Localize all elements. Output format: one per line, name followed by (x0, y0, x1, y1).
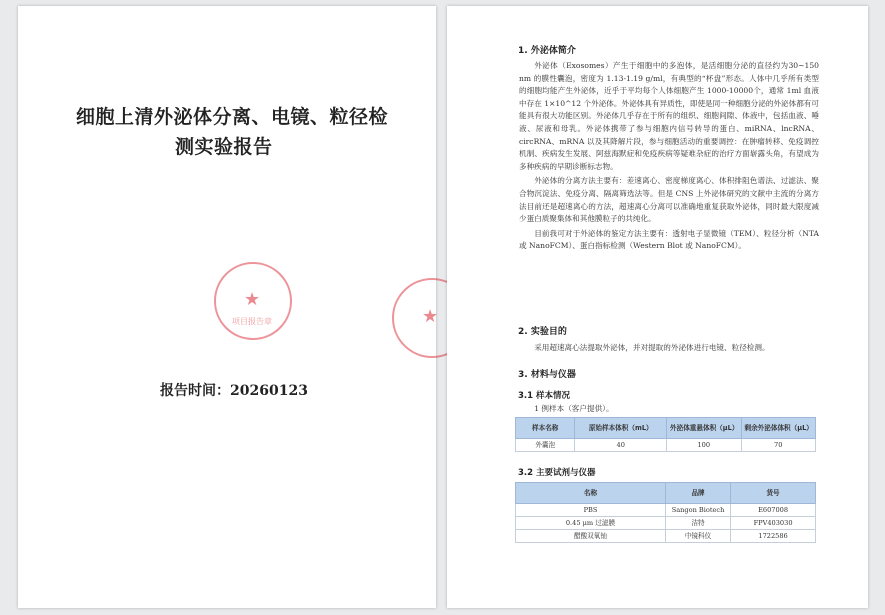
table-cell: Sangon Biotech (665, 504, 730, 517)
section1-paragraph-3: 目前我可对于外泌体的鉴定方法主要有：透射电子显微镜（TEM）、粒径分析（NTA 或 NanoFCM）、蛋白指标检测（Western Blot 或 NanoFCM）。 (519, 228, 819, 251)
section2-body (519, 342, 819, 355)
section2-heading: 2. 实验目的 (518, 327, 567, 337)
star-icon: ★ (422, 306, 439, 327)
table-header-row (516, 483, 816, 504)
table-header-cell: 样本名称 (516, 418, 575, 439)
report-time-value: 20260123 (230, 383, 308, 399)
table-header-cell: 剩余外泌体体积（μL） (741, 418, 816, 439)
report-time-label: 报告时间： (160, 383, 230, 399)
star-icon: ★ (244, 289, 261, 310)
section3-1-heading: 3.1 样本情况 (518, 391, 571, 401)
table-cell: 中镜科仪 (665, 530, 730, 543)
section3-heading: 3. 材料与仪器 (518, 370, 576, 380)
section3-1-body (519, 403, 819, 416)
section3-1-paragraph: 1 例样本（客户提供）。 (534, 404, 614, 413)
report-title-line2: 测实验报告 (175, 136, 273, 158)
table-row (516, 530, 816, 543)
content-page (447, 6, 868, 608)
section2-paragraph: 采用超速离心法提取外泌体，并对提取的外泌体进行电镜、粒径检测。 (534, 343, 770, 352)
table-cell: E607008 (731, 504, 816, 517)
section1-paragraph-2: 外泌体的分离方法主要有：差速离心、密度梯度离心、体积排阻色谱法、过滤法、聚合物沉淀法、免疫分离、隔离筛选法等。但是 CNS 上外泌体研究的文献中主流的分离方法目前还是超速离心的方法，超速离心分离可以准确地重复获取外泌体，同时最大限度减少蛋白质聚集体和其他膜粒子的共纯化。 (519, 176, 819, 224)
table-cell: FPV403030 (731, 517, 816, 530)
table-row (516, 517, 816, 530)
cover-page (18, 6, 439, 608)
table-row (516, 439, 816, 452)
table-cell: 醋酸双氧铀 (516, 530, 666, 543)
section1-heading: 1. 外泌体简介 (518, 46, 576, 56)
table-header-row (516, 418, 816, 439)
seal-text: 项目报告章 (232, 317, 272, 326)
report-title (76, 102, 406, 162)
section3-2-heading: 3.2 主要试剂与仪器 (518, 468, 596, 478)
table-row (516, 504, 816, 517)
reagent-table (515, 482, 816, 543)
table-header-cell: 外泌体重悬体积（μL） (667, 418, 741, 439)
table-header-cell: 原始样本体积（mL） (575, 418, 667, 439)
report-time (160, 380, 308, 400)
table-cell: 洁特 (665, 517, 730, 530)
section1-body (519, 60, 819, 253)
table-header-cell: 货号 (731, 483, 816, 504)
section1-paragraph-1: 外泌体（Exosomes）产生于细胞中的多泡体，是活细胞分泌的直径约为30~150 nm 的膜性囊泡，密度为 1.13-1.19 g/ml，有典型的“杯盘”形态。人体中几乎所有类型的细胞均能产生外泌体，近乎于平均每个人体细胞产生 1000-10000个，通常 1ml 血液中存在 1×10^12 个外泌体。外泌体具有异质性，即使是同一种细胞分泌的外泌体都有可能具有很大功能区别。外泌体几乎存在于所有的组织、细胞间隙、体液中，包括血液、唾液、尿液和母乳。外泌体携带了参与细胞内信号转导的蛋白、miRNA、lncRNA、circRNA、mRNA 以及其降解片段，参与细胞活动的重要调控：在肿瘤转移、免疫调控机制、疾病发生发展、阿兹海默症和免疫疾病等疑难杂症的治疗方面崭露头角，有望成为多种疾病的早期诊断标志物。 (519, 61, 819, 171)
table-header-cell: 品牌 (665, 483, 730, 504)
red-stamp-seal (214, 262, 292, 340)
table-cell: 0.45 μm 过滤膜 (516, 517, 666, 530)
table-cell: 外囊泡 (516, 439, 575, 452)
table-cell: PBS (516, 504, 666, 517)
sample-table (515, 417, 816, 452)
table-header-cell: 名称 (516, 483, 666, 504)
report-title-line1: 细胞上清外泌体分离、电镜、粒径检 (76, 106, 389, 128)
table-cell: 100 (667, 439, 741, 452)
table-cell: 70 (741, 439, 816, 452)
table-cell: 40 (575, 439, 667, 452)
table-cell: 1722586 (731, 530, 816, 543)
